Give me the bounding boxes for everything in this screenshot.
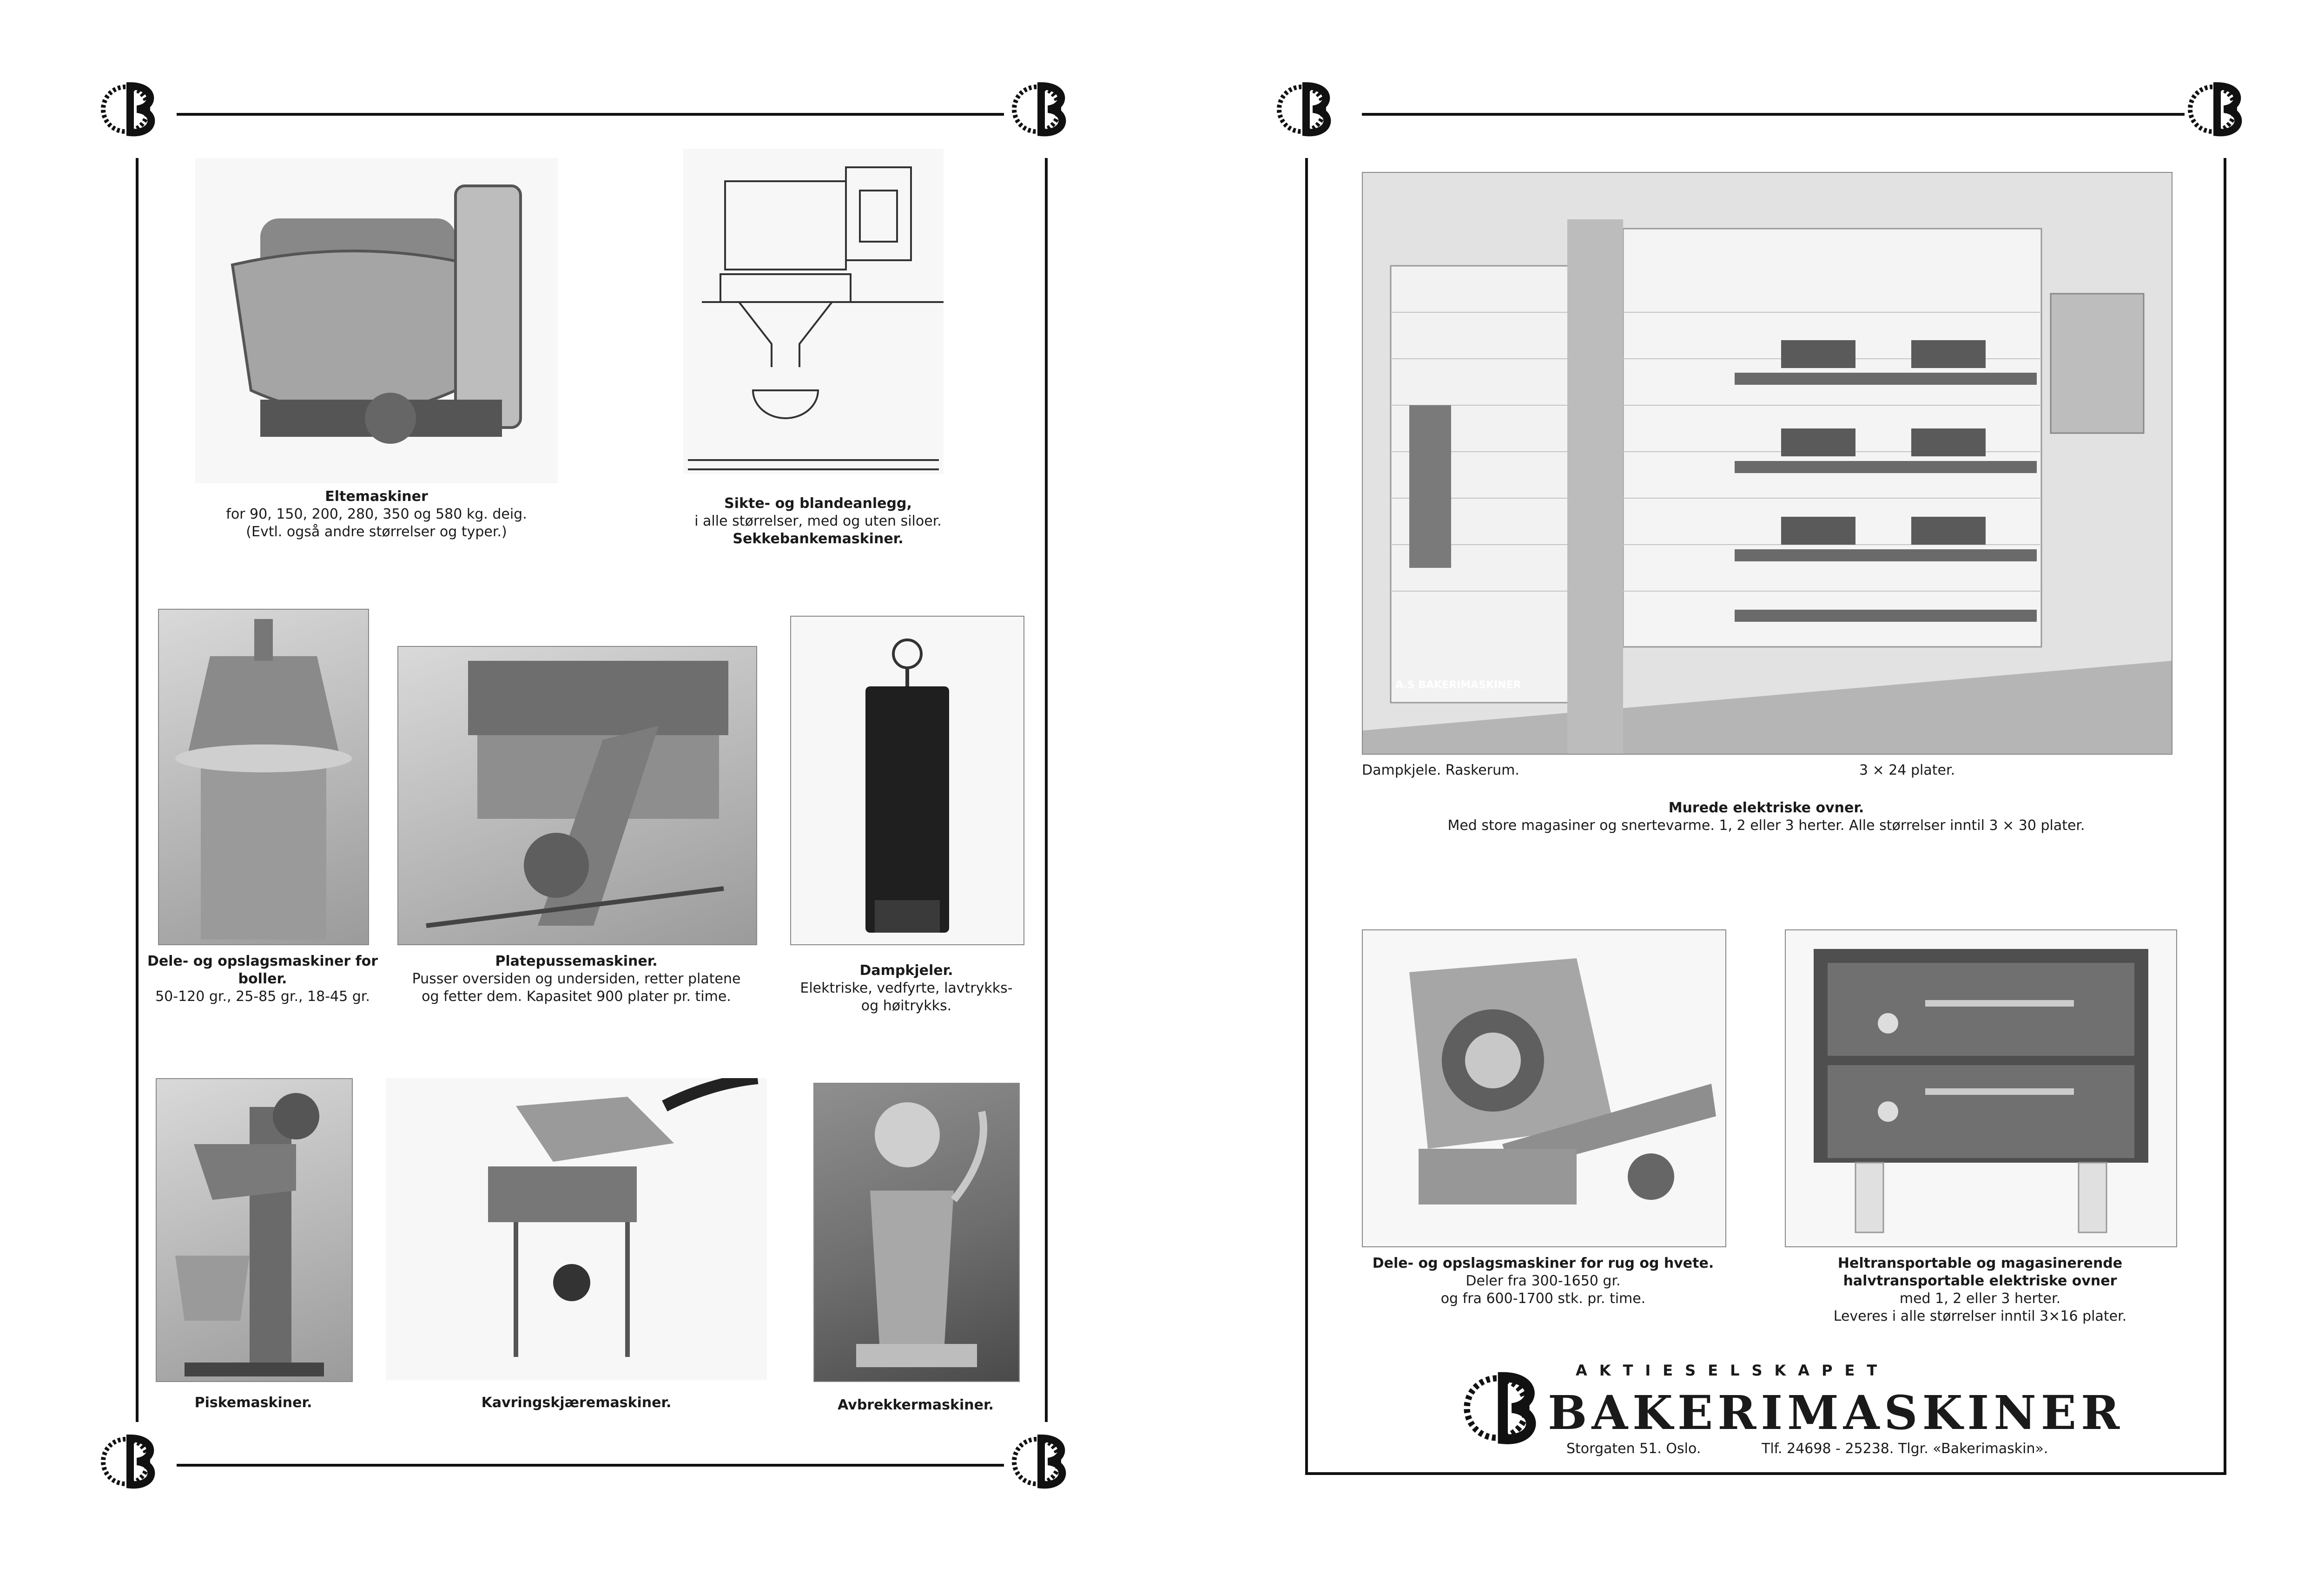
- oven-right-caption: 3 × 24 plater.: [1859, 762, 1955, 778]
- left-bottom-rule: [177, 1464, 1004, 1467]
- sifting-subtitle: Sekkebankemaskiner.: [733, 531, 904, 547]
- plate-caption: [386, 953, 767, 1006]
- corner-logo-icon: [2185, 74, 2254, 144]
- corner-logo-icon: [1274, 74, 1343, 144]
- breaker-machine-image: [813, 1083, 1020, 1382]
- plate-line: og fetter dem. Kapasitet 900 plater pr. time.: [422, 988, 731, 1005]
- corner-logo-icon: [1009, 74, 1078, 144]
- divider-title: Dele- og opslagsmaskiner for boller.: [147, 953, 378, 987]
- rye-caption: [1353, 1255, 1734, 1308]
- mixer-image: [195, 158, 558, 483]
- oven-title: Murede elektriske ovner.: [1668, 800, 1864, 816]
- right-side-rule: [1045, 158, 1048, 1422]
- rusk-cutter-image: [386, 1078, 767, 1380]
- rye-line: Deler fra 300-1650 gr.: [1466, 1273, 1621, 1289]
- oven-caption: [1362, 799, 2171, 835]
- rye-line: og fra 600-1700 stk. pr. time.: [1440, 1290, 1646, 1307]
- right-bottom-rule: [1306, 1472, 2226, 1475]
- plate-line: Pusser oversiden og undersiden, retter platene: [412, 971, 741, 987]
- steam-boiler-image: [790, 616, 1024, 945]
- plate-title: Platepussemaskiner.: [495, 953, 658, 969]
- company-logo-icon: [1459, 1362, 1552, 1455]
- oven-photo-label: A.S BAKERIMASKINER: [1395, 679, 1521, 691]
- mixer-title: Eltemaskiner: [325, 488, 428, 505]
- corner-logo-icon: [1009, 1427, 1078, 1496]
- whisk-machine-image: [156, 1078, 353, 1382]
- sifting-title: Sikte- og blandeanlegg,: [724, 495, 912, 512]
- corner-logo-icon: [98, 74, 167, 144]
- divider-machine-image: [158, 609, 369, 945]
- right-page-left-rule: [1305, 158, 1308, 1475]
- portable-line: Leveres i alle størrelser inntil 3×16 plater.: [1833, 1308, 2127, 1324]
- portable-caption: [1766, 1255, 2194, 1325]
- oven-left-caption: Dampkjele. Raskerum.: [1362, 762, 1519, 778]
- rusk-title: Kavringskjæremaskiner.: [481, 1395, 672, 1411]
- company-name: BAKERIMASKINER: [1548, 1385, 2125, 1440]
- right-page-right-rule: [2224, 158, 2226, 1475]
- sifting-caption: [641, 495, 995, 548]
- rye-divider-image: [1362, 929, 1726, 1247]
- portable-title: Heltransportable og magasinerende halvtransportable elektriske ovner: [1837, 1255, 2123, 1289]
- sifting-plant-image: [683, 149, 944, 474]
- company-prefix: AKTIESELSKAPET: [1576, 1362, 1889, 1379]
- boiler-line: og høitrykks.: [861, 998, 952, 1014]
- breaker-caption: [799, 1396, 1032, 1414]
- company-phone: Tlf. 24698 - 25238. Tlgr. «Bakerimaskin».: [1762, 1441, 2048, 1457]
- portable-oven-image: [1785, 929, 2177, 1247]
- left-side-rule: [136, 158, 139, 1422]
- divider-caption: [144, 953, 381, 1006]
- boiler-title: Dampkjeler.: [859, 962, 953, 979]
- boiler-caption: [781, 962, 1032, 1015]
- brick-oven-image: [1362, 172, 2172, 755]
- company-address: Storgaten 51. Oslo.: [1566, 1441, 1701, 1457]
- portable-line: med 1, 2 eller 3 herter.: [1899, 1290, 2061, 1307]
- whisk-title: Piskemaskiner.: [194, 1395, 312, 1411]
- whisk-caption: [146, 1394, 360, 1412]
- mixer-caption: [177, 488, 576, 541]
- divider-line: 50-120 gr., 25-85 gr., 18-45 gr.: [155, 988, 370, 1005]
- mixer-line: (Evtl. også andre størrelser og typer.): [246, 524, 507, 540]
- rusk-caption: [395, 1394, 758, 1412]
- rye-title: Dele- og opslagsmaskiner for rug og hvete.: [1372, 1255, 1714, 1271]
- right-top-rule: [1362, 113, 2185, 116]
- corner-logo-icon: [98, 1427, 167, 1496]
- sifting-line: i alle størrelser, med og uten siloer.: [694, 513, 942, 529]
- boiler-line: Elektriske, vedfyrte, lavtrykks-: [800, 980, 1013, 996]
- mixer-line: for 90, 150, 200, 280, 350 og 580 kg. deig.: [226, 506, 527, 522]
- breaker-title: Avbrekkermaskiner.: [838, 1397, 994, 1413]
- plate-polisher-image: [397, 646, 757, 945]
- oven-line: Med store magasiner og snertevarme. 1, 2 eller 3 herter. Alle størrelser inntil 3 × 30 plater.: [1447, 817, 2085, 834]
- left-top-rule: [177, 113, 1004, 116]
